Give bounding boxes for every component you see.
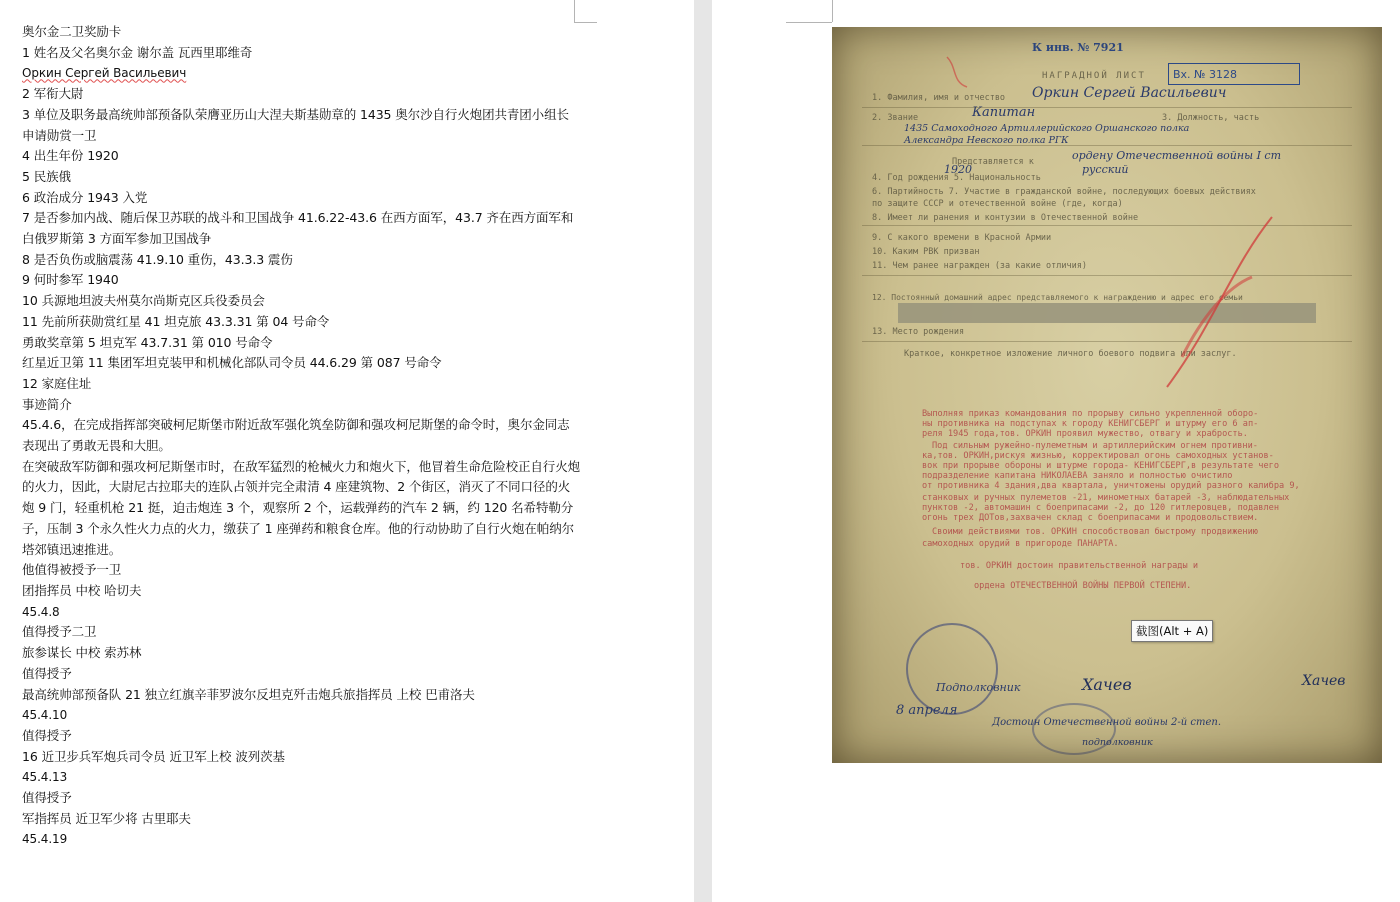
red-citation-line: тов. ОРКИН достоин правительственной награды и [960,561,1198,571]
document-line: 11 先前所获勋赏红星 41 坦克旅 43.3.31 第 04 号命令 [22,313,330,329]
document-line: 在突破敌军防御和强攻柯尼斯堡市时，在敌军猛烈的枪械火力和炮火下，他冒着生命危险校正自行火炮的火力，因此，大尉尼古拉耶夫的连队占领并完全肃清 4 座建筑物、2 个街区，消灭了不同口径的火炮 9 门，轻重机枪 21 挺，迫击炮连 3 个，观察所 2 个，运载弹药的汽车 2 辆，约 120 名希特勒分子，压制 3 个永久性火力点的火力，缴获了 1 座弹药和粮食仓库。他的行动协助了自行火炮在帕纳尔塔郊镇迅速推进。 [22,458,581,557]
document-line: 45.4.6，在完成指挥部突破柯尼斯堡市附近敌军强化筑垒防御和强攻柯尼斯堡的命令时，奥尔金同志表现出了勇敢无畏和大胆。 [22,417,570,454]
hw-name: Оркин Сергей Васильевич [1032,85,1227,101]
red-citation-line: ка,тов. ОРКИН,рискуя жизнью, корректировал огонь самоходных установ- [922,451,1274,461]
scan-vignette [832,27,1382,763]
signature-date: 8 апреля [896,703,958,718]
award-sheet-scan-image[interactable] [832,27,1382,763]
document-line: 7 是否参加内战、随后保卫苏联的战斗和卫国战争 41.6.22-43.6 在西方面军，43.7 齐在西方面军和白俄罗斯第 3 方面军参加卫国战争 [22,210,574,247]
typed-line-5: 4. Год рождения 5. Национальность [872,173,1041,183]
red-citation-line: реля 1945 года,тов. ОРКИН проявил мужество, отвагу и храбрость. [922,429,1248,439]
document-line: 军指挥员 近卫军少将 古里耶夫 [22,810,191,826]
typed-line-9: 9. С какого времени в Красной Армии [872,233,1052,243]
typed-line-12: 12. Постоянный домашний адрес представляемого к награждению и адрес его семьи [872,293,1243,302]
document-line: 他值得被授予一卫 [22,562,122,578]
hw-year: 1920 [944,163,972,176]
red-citation-line: ны противника на подступах к городу КЕНИГСБЕРГ и штурму его 6 ап- [922,419,1259,429]
document-line: 值得授予 [22,790,72,806]
red-citation-line: ордена ОТЕЧЕСТВЕННОЙ ВОЙНЫ ПЕРВОЙ СТЕПЕНИ. [974,581,1192,591]
typed-line-4: Представляется к [952,157,1034,167]
page-corner-mark [574,0,597,23]
document-line: 团指挥员 中校 哈切夫 [22,582,142,598]
document-line: 10 兵源地坦波夫州莫尔尚斯克区兵役委员会 [22,293,265,309]
document-line: 8 是否负伤或脑震荡 41.9.10 重伤，43.3.3 震伤 [22,251,293,267]
document-line: Оркин Сергей Васильевич [22,66,187,81]
document-line: 申请勋赏一卫 [22,127,97,143]
sheet-title: НАГРАДНОЙ ЛИСТ [1042,71,1146,81]
typed-line-13: 13. Место рождения [872,327,965,337]
document-line: 奥尔金二卫奖励卡 [22,24,122,39]
hw-award: ордену Отечественной войны I ст [1072,149,1282,162]
document-line: 1 姓名及父名奥尔金 谢尔盖 瓦西里耶维奇 [22,44,253,60]
typed-line-14: Краткое, конкретное изложение личного боевого подвига или заслуг. [904,349,1237,359]
document-page-left [0,0,694,902]
signature-scrawl-2: Хачев [1302,673,1346,689]
document-line: 5 民族俄 [22,168,71,184]
hw-rank: Капитан [972,105,1036,120]
page-corner-mark [832,0,834,22]
typed-line-8: 8. Имеет ли ранения и контузии в Отечественной войне [872,213,1139,223]
document-line: 值得授予 [22,727,72,743]
screenshot-tooltip: 截图(Alt + A) [1131,620,1213,642]
document-line: 事迹简介 [22,396,72,412]
typed-line-7: по защите СССР и отечественной войне (где, когда) [872,199,1123,209]
typed-line-2: 2. Звание [872,113,919,123]
document-line: 16 近卫步兵军炮兵司令员 近卫军上校 波列茨基 [22,748,285,764]
red-citation-line: Своими действиями тов. ОРКИН способствовал быстрому продвижению [932,527,1258,537]
document-line: 4 出生年份 1920 [22,148,119,164]
page-gap [694,0,712,902]
red-citation-line: от противника 4 здания,два квартала, уничтожены орудий разного калибра 9, [922,481,1300,491]
signature-scrawl: Хачев [1082,675,1132,694]
document-line: 6 政治成分 1943 入党 [22,189,148,205]
document-line: 45.4.10 [22,708,68,723]
red-citation-line: Под сильным ружейно-пулеметным и артиллерийским огнем противни- [932,441,1258,451]
document-text[interactable] [22,22,580,850]
document-line: 45.4.19 [22,832,68,847]
signature-title: Подполковник [936,681,1021,694]
document-line: 12 家庭住址 [22,375,92,391]
incoming-stamp: Вх. № 3128 [1168,63,1300,85]
bottom-handwriting-1: Достоин Отечественной войны 2-й степ. [992,717,1222,728]
typed-line-1: 1. Фамилия, имя и отчество [872,93,1006,103]
document-line: 红星近卫第 11 集团军坦克装甲和机械化部队司令员 44.6.29 第 087 号命令 [22,355,442,371]
document-line: 9 何时参军 1940 [22,272,119,288]
document-line: 2 军衔大尉 [22,86,84,102]
bottom-handwriting-2: подполковник [1082,737,1153,748]
typed-line-6: 6. Партийность 7. Участие в гражданской войне, последующих боевых действиях [872,187,1256,197]
red-citation-line: станковых и ручных пулеметов -21, минометных батарей -3, наблюдательных [922,493,1290,503]
document-line: 勇敢奖章第 5 坦克军 43.7.31 第 010 号命令 [22,334,273,350]
inventory-number: К инв. № 7921 [1032,41,1124,54]
document-line: 旅参谋长 中校 索苏林 [22,645,142,661]
red-citation-line: пунктов -2, автомашин с боеприпасами -2, до 120 гитлеровцев, подавлен [922,503,1279,513]
document-line: 45.4.13 [22,770,68,785]
typed-line-11: 11. Чем ранее награжден (за какие отличия) [872,261,1087,271]
red-citation-line: вок при прорыве обороны и штурме города- КЕНИГСБЕРГ,в результате чего [922,461,1279,471]
typed-line-3: 3. Должность, часть [1162,113,1260,123]
red-citation-line: самоходных орудий в пригороде ПАНАРТА. [922,539,1119,549]
document-line: 值得授予 [22,665,72,681]
red-citation-line: Выполняя приказ командования по прорыву сильно укрепленной оборо- [922,409,1259,419]
document-line: 3 单位及职务最高统帅部预备队荣膺亚历山大涅夫斯基勋章的 1435 奥尔沙自行火炮团共青团小组长 [22,106,569,122]
document-line: 45.4.8 [22,604,60,619]
document-line: 值得授予二卫 [22,624,97,640]
hw-unit: 1435 Самоходного Артиллерийского Оршанского полка [904,123,1190,134]
red-citation-line: огонь трех ДОТов,захвачен склад с боеприпасами и продовольствием. [922,513,1259,523]
red-citation-line: подразделение капитана НИКОЛАЕВА заняло и полностью очистило [922,471,1233,481]
page-corner-mark [786,0,832,23]
document-line: 最高统帅部预备队 21 独立红旗辛菲罗波尔反坦克歼击炮兵旅指挥员 上校 巴甫洛夫 [22,686,475,702]
hw-nationality: русский [1082,163,1129,176]
hw-unit-2: Александра Невского полка РГК [904,135,1069,146]
typed-line-10: 10. Каким РВК призван [872,247,980,257]
